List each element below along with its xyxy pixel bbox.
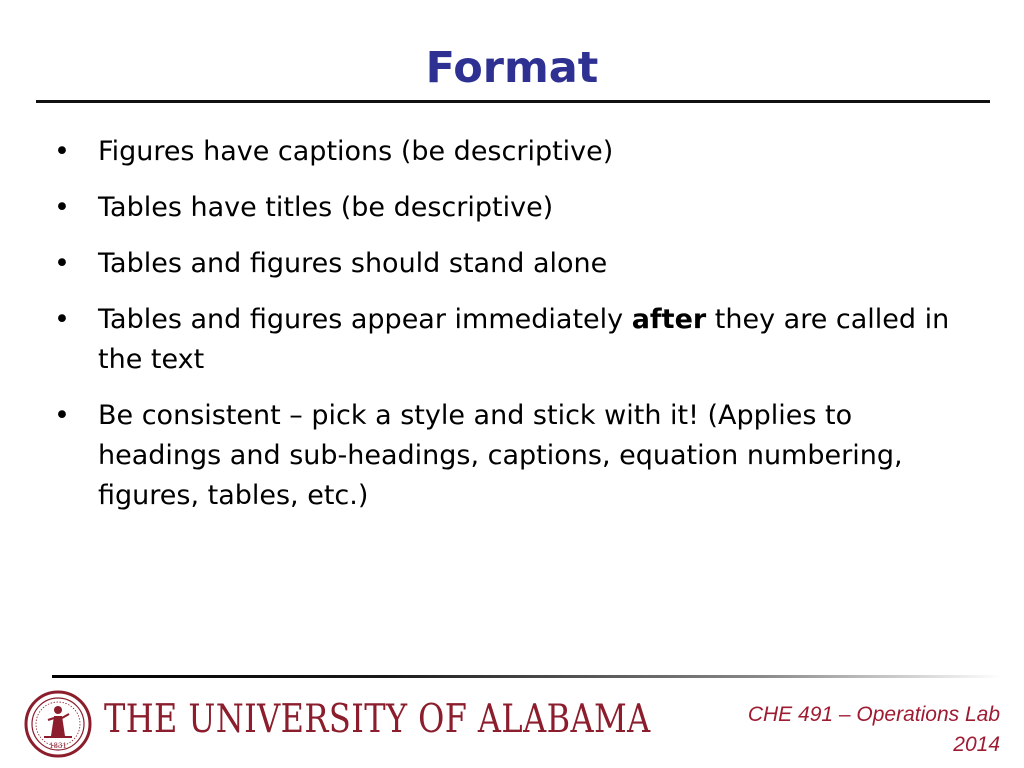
bullet-text: Tables and figures should stand alone xyxy=(98,248,608,279)
bullet-item xyxy=(50,244,980,284)
course-year: 2014 xyxy=(953,733,1000,756)
bullet-item xyxy=(50,396,980,516)
university-seal-icon xyxy=(24,690,92,758)
bullet-text: Figures have captions (be descriptive) xyxy=(98,136,614,167)
seal-year: 1831 xyxy=(49,742,67,750)
bullet-marker: • xyxy=(54,248,70,279)
bullet-item xyxy=(50,188,980,228)
university-wordmark: THE UNIVERSITY OF ALABAMA xyxy=(104,697,651,742)
bullet-list xyxy=(50,132,980,532)
bullet-emphasis: after xyxy=(631,304,707,335)
course-label xyxy=(640,700,1000,760)
bullet-marker: • xyxy=(54,136,70,167)
course-title: CHE 491 – Operations Lab xyxy=(747,703,1000,726)
bullet-text: Be consistent – pick a style and stick with it! (Applies to headings and sub-headings, captions, equation numbering, figures, tables, etc.) xyxy=(98,400,903,511)
title-divider xyxy=(36,100,990,103)
bullet-item xyxy=(50,300,980,380)
footer-divider xyxy=(52,675,1002,678)
bullet-item xyxy=(50,132,980,172)
bullet-text: Tables have titles (be descriptive) xyxy=(98,192,554,223)
bullet-marker: • xyxy=(54,192,70,223)
bullet-text-before: Tables and figures appear immediately xyxy=(98,304,632,335)
bullet-marker: • xyxy=(54,304,70,335)
slide-title: Format xyxy=(425,43,599,93)
bullet-text-after: they are called in the text xyxy=(98,304,950,375)
bullet-marker: • xyxy=(54,400,70,431)
